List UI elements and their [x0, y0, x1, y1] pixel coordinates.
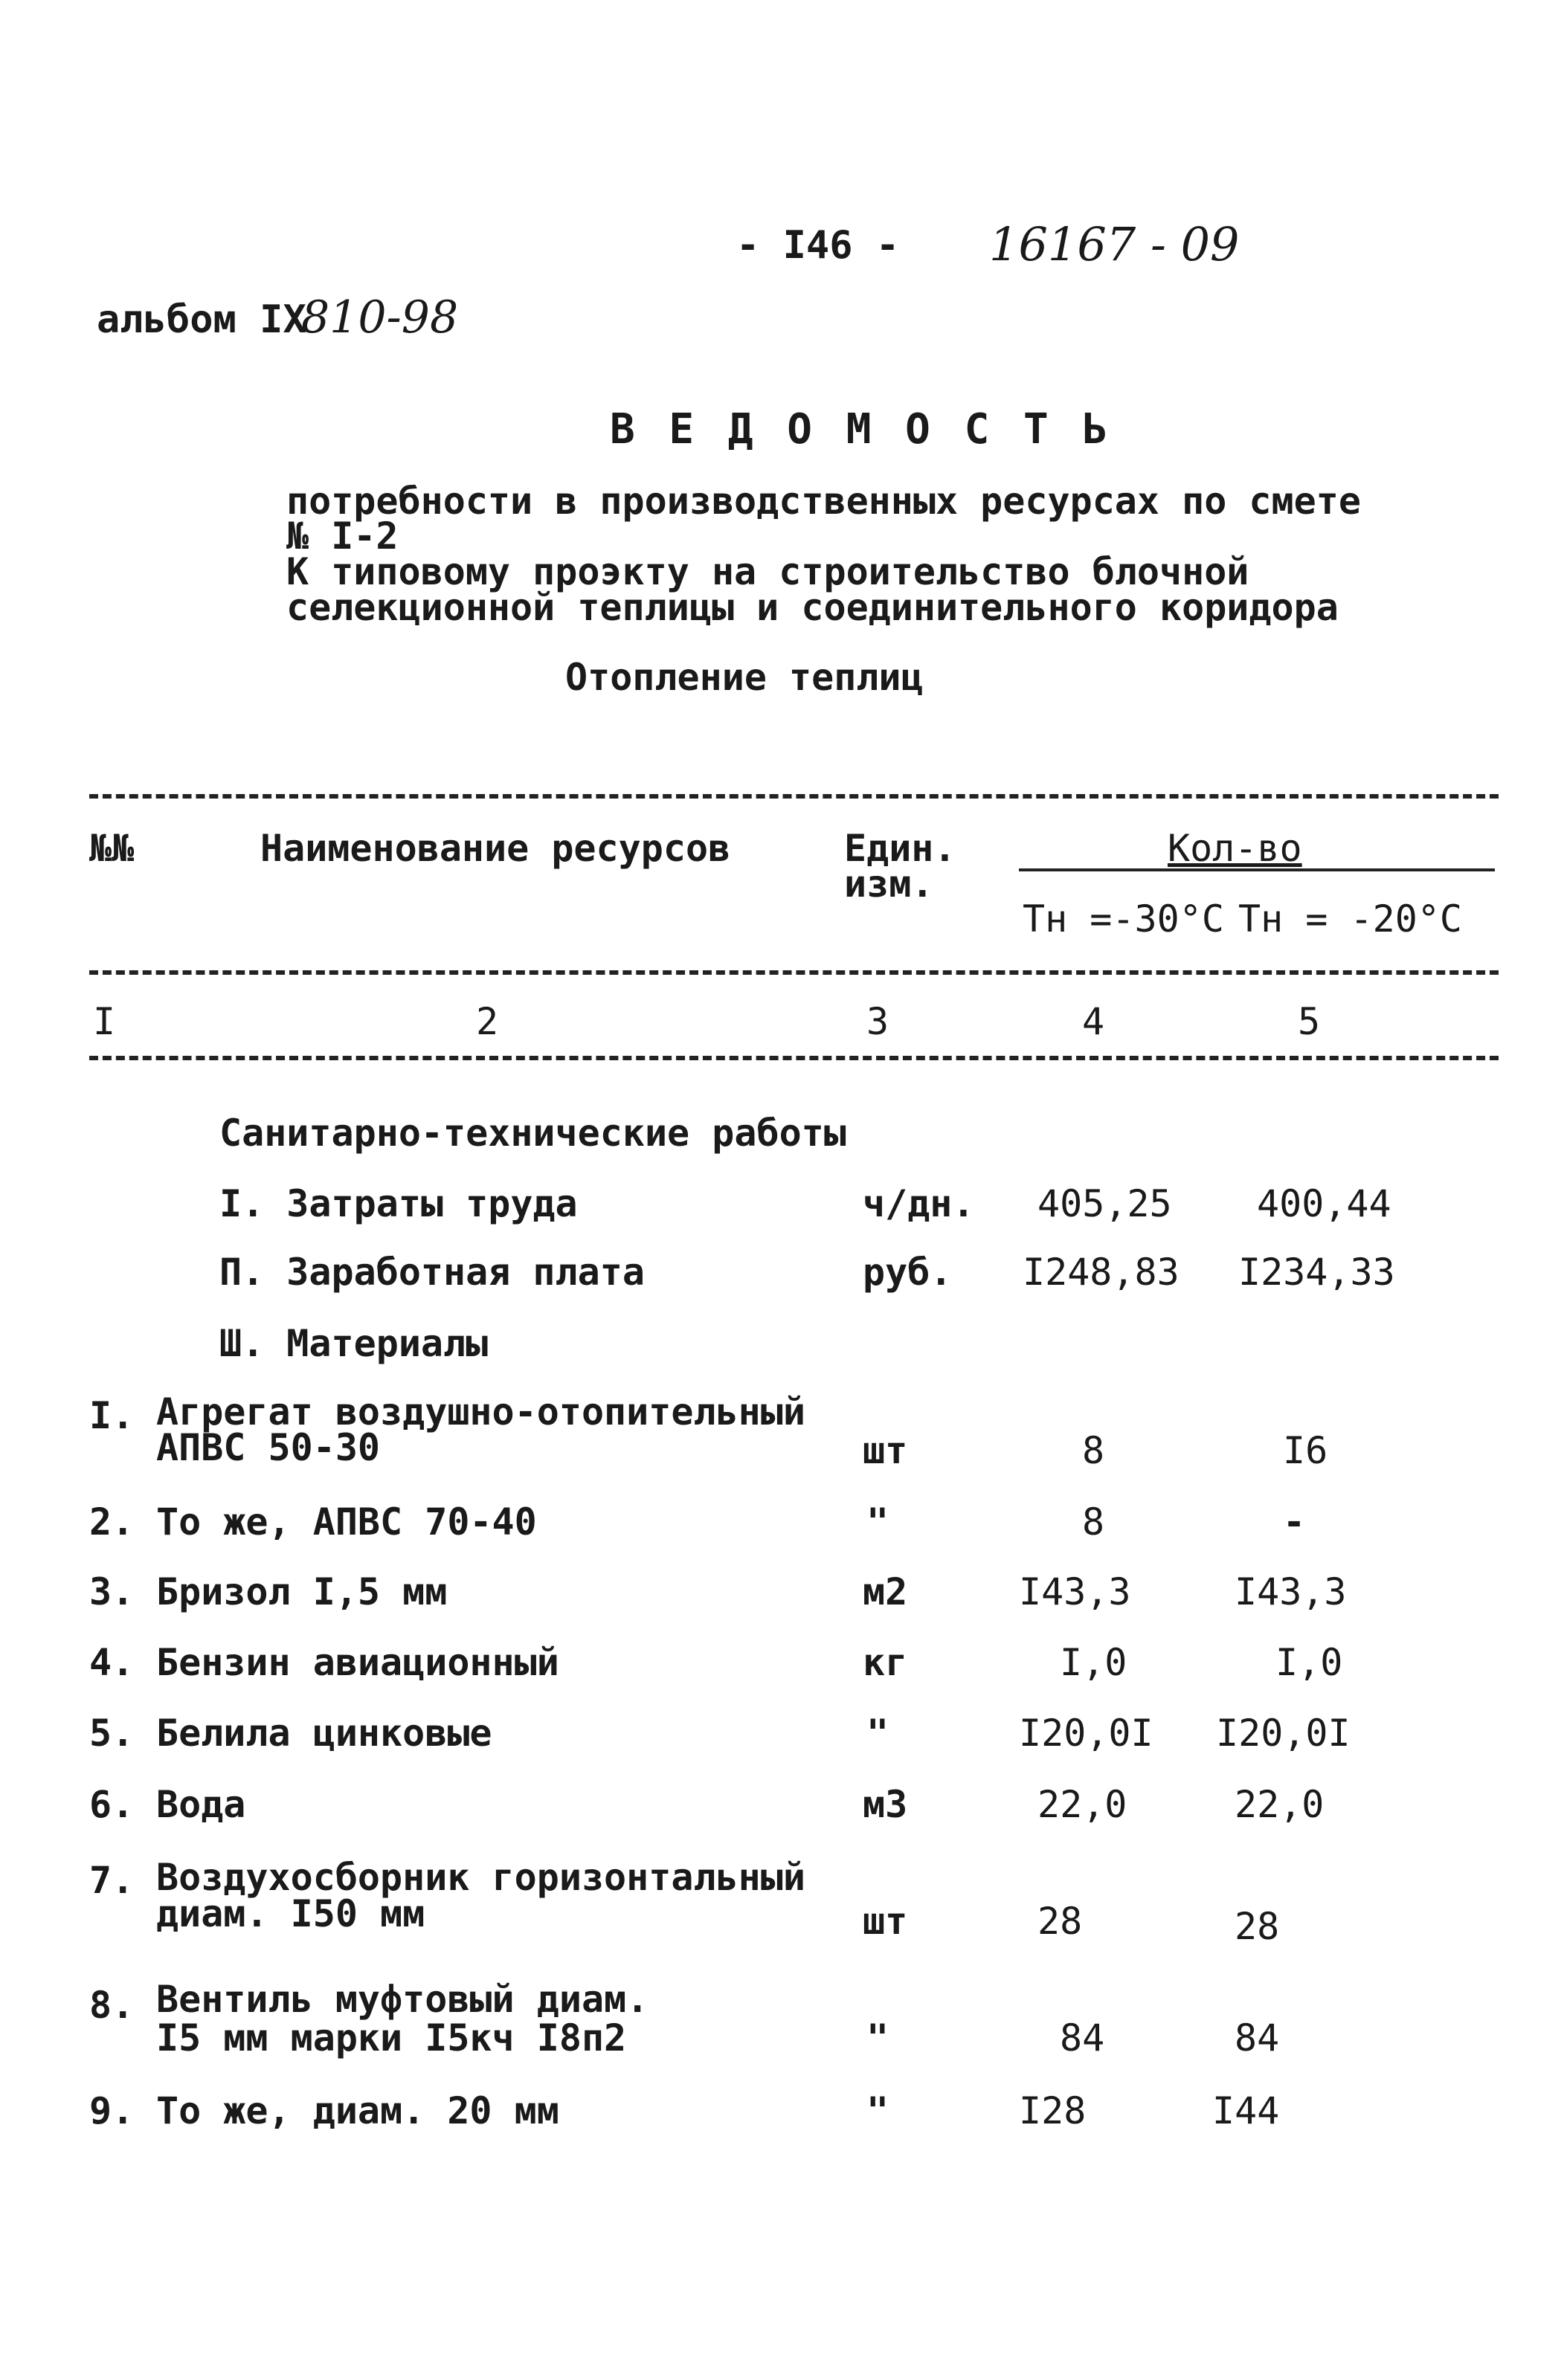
- row-name: То же, АПВС 70-40: [156, 1500, 537, 1544]
- row-name-cont: I5 мм марки I5кч I8п2: [156, 2016, 627, 2060]
- row-unit: кг: [863, 1641, 908, 1684]
- col-header-quantity: Кол-во: [1168, 827, 1302, 870]
- summary-qty-5: I234,33: [1238, 1251, 1395, 1294]
- col-header-temp-30: Тн =-30°С: [1023, 897, 1224, 941]
- summary-qty-5: 400,44: [1257, 1182, 1391, 1225]
- col-number-1: I: [93, 1000, 116, 1043]
- row-unit: м3: [863, 1783, 908, 1826]
- row-name: Бензин авиационный: [156, 1641, 559, 1684]
- row-name: Агрегат воздушно-отопительный: [156, 1390, 805, 1434]
- row-qty-4: 8: [1082, 1429, 1105, 1472]
- row-qty-5: -: [1283, 1500, 1306, 1544]
- row-number: 9.: [89, 2089, 135, 2132]
- summary-label: Ш. Материалы: [219, 1322, 489, 1365]
- row-number: 2.: [89, 1500, 135, 1544]
- section-title: Санитарно-технические работы: [219, 1112, 846, 1155]
- row-qty-5: 84: [1235, 2016, 1280, 2060]
- col-header-number: №№: [89, 827, 135, 870]
- row-qty-4: I28: [1019, 2089, 1087, 2132]
- title-line-3: К типовому проэкту на строительство блочной: [286, 550, 1249, 593]
- row-qty-5: I20,0I: [1216, 1712, 1351, 1755]
- summary-label: I. Затраты труда: [219, 1182, 578, 1225]
- row-number: 4.: [89, 1641, 135, 1684]
- col-number-3: 3: [866, 1000, 889, 1043]
- row-unit: ": [866, 2089, 889, 2132]
- section-subtitle: Отопление теплиц: [565, 656, 924, 699]
- row-qty-4: I43,3: [1019, 1570, 1131, 1613]
- col-header-unit-2: изм.: [844, 862, 934, 906]
- col-number-2: 2: [476, 1000, 499, 1043]
- col-number-5: 5: [1298, 1000, 1321, 1043]
- document-title: В Е Д О М О С Т Ь: [610, 405, 1113, 454]
- row-name: Бризол I,5 мм: [156, 1570, 448, 1613]
- row-number: 6.: [89, 1783, 135, 1826]
- row-unit: ": [866, 1712, 889, 1755]
- row-qty-4: 22,0: [1037, 1783, 1127, 1826]
- col-header-name: Наименование ресурсов: [260, 827, 731, 870]
- row-number: 7.: [89, 1859, 135, 1902]
- row-unit: шт: [863, 1900, 908, 1943]
- title-line-1: потребности в производственных ресурсах по смете: [286, 480, 1361, 523]
- summary-unit: руб.: [863, 1251, 953, 1294]
- row-unit: шт: [863, 1429, 908, 1472]
- quantity-header-underline: [1019, 868, 1495, 871]
- summary-unit: ч/дн.: [863, 1182, 975, 1225]
- row-unit: м2: [863, 1570, 908, 1613]
- row-qty-5: 28: [1235, 1905, 1280, 1948]
- row-name: Вентиль муфтовый диам.: [156, 1978, 649, 2021]
- row-number: 3.: [89, 1570, 135, 1613]
- title-line-4: селекционной теплицы и соединительного коридора: [286, 586, 1339, 629]
- title-line-2: № I-2: [286, 515, 399, 558]
- album-label: альбом IX: [97, 297, 306, 342]
- row-unit: ": [866, 2016, 889, 2060]
- row-name-cont: диам. I50 мм: [156, 1892, 425, 1935]
- row-name: Вода: [156, 1783, 246, 1826]
- row-unit: ": [866, 1500, 889, 1544]
- summary-label: П. Заработная плата: [219, 1251, 645, 1294]
- col-header-temp-20: Тн = -20°С: [1238, 897, 1463, 941]
- row-qty-5: I43,3: [1235, 1570, 1347, 1613]
- row-number: 8.: [89, 1984, 135, 2027]
- summary-qty-4: 405,25: [1037, 1182, 1172, 1225]
- summary-qty-4: I248,83: [1023, 1251, 1180, 1294]
- row-qty-5: 22,0: [1235, 1783, 1325, 1826]
- row-name: Воздухосборник горизонтальный: [156, 1856, 805, 1899]
- handwritten-doc-code: 16167 - 09: [989, 217, 1240, 271]
- row-number: 5.: [89, 1712, 135, 1755]
- table-top-rule: [89, 794, 1499, 799]
- header-bottom-rule: [89, 970, 1499, 975]
- row-qty-4: I,0: [1060, 1641, 1127, 1684]
- row-number: I.: [89, 1394, 135, 1437]
- handwritten-album-code: 810-98: [301, 291, 459, 344]
- row-name: То же, диам. 20 мм: [156, 2089, 559, 2132]
- row-qty-5: I,0: [1275, 1641, 1343, 1684]
- row-qty-5: I44: [1212, 2089, 1280, 2132]
- row-qty-4: 28: [1037, 1900, 1083, 1943]
- column-numbers-rule: [89, 1056, 1499, 1060]
- col-number-4: 4: [1082, 1000, 1105, 1043]
- row-qty-4: 8: [1082, 1500, 1105, 1544]
- row-name-cont: АПВС 50-30: [156, 1426, 381, 1469]
- page-number: - I46 -: [736, 223, 900, 268]
- row-qty-5: I6: [1283, 1429, 1328, 1472]
- row-name: Белила цинковые: [156, 1712, 492, 1755]
- row-qty-4: I20,0I: [1019, 1712, 1153, 1755]
- row-qty-4: 84: [1060, 2016, 1105, 2060]
- col-header-unit-1: Един.: [844, 827, 956, 870]
